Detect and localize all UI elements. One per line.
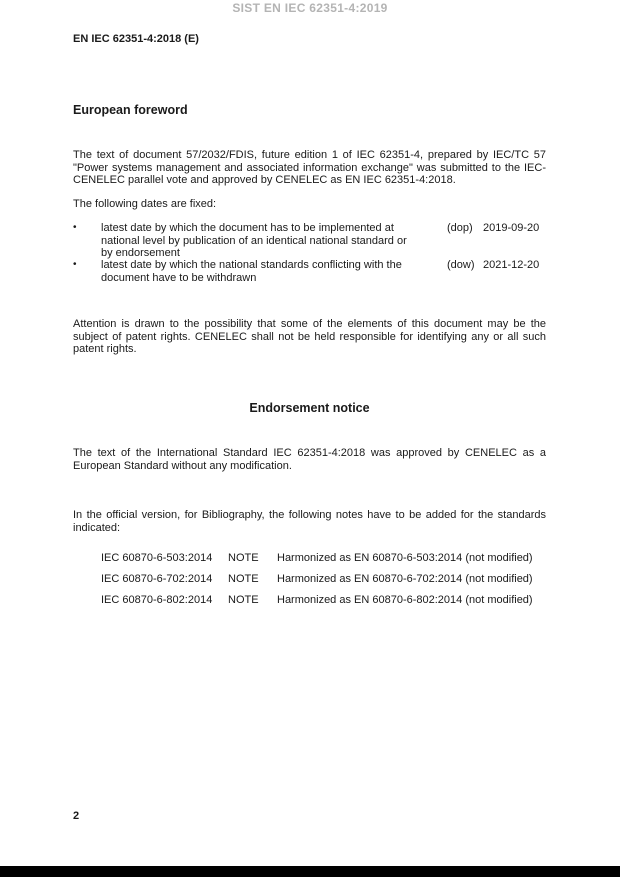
note-text: Harmonized as EN 60870-6-702:2014 (not modified)	[277, 573, 533, 585]
endorsement-title: Endorsement notice	[249, 401, 370, 415]
date-item-text: latest date by which the national standards conflicting with the document have to be withdrawn	[101, 259, 402, 284]
watermark-header: SIST EN IEC 62351-4:2019	[232, 1, 388, 15]
table-row	[101, 594, 546, 607]
date-item-abbr: (dop)	[447, 222, 473, 234]
foreword-paragraph: The text of document 57/2032/FDIS, future edition 1 of IEC 62351-4, prepared by IEC/TC 57 "Power systems management and associated information exchange" was submitted to the IEC-CENELEC parallel vote and approved by CENELEC as EN IEC 62351-4:2018.	[73, 149, 546, 187]
patent-notice-paragraph: Attention is drawn to the possibility that some of the elements of this document may be the subject of patent rights. CENELEC shall not be held responsible for identifying any or all such patent rights.	[73, 318, 546, 356]
note-text: Harmonized as EN 60870-6-802:2014 (not modified)	[277, 594, 533, 606]
date-item-date: 2019-09-20	[483, 222, 540, 234]
note-label: NOTE	[228, 552, 259, 564]
table-row	[101, 552, 546, 565]
scan-edge-bar	[0, 866, 620, 877]
page-number: 2	[73, 810, 80, 822]
date-item	[73, 259, 546, 284]
note-label: NOTE	[228, 573, 259, 585]
document-reference: EN IEC 62351-4:2018 (E)	[73, 33, 199, 45]
bullet-icon: •	[73, 222, 77, 233]
date-item	[73, 222, 546, 260]
bullet-icon: •	[73, 259, 77, 270]
table-row	[101, 573, 546, 586]
note-standard: IEC 60870-6-802:2014	[101, 594, 213, 606]
note-text: Harmonized as EN 60870-6-503:2014 (not modified)	[277, 552, 533, 564]
date-item-date: 2021-12-20	[483, 259, 540, 271]
harmonized-notes-table	[73, 552, 546, 615]
dates-intro: The following dates are fixed:	[73, 198, 217, 210]
date-item-abbr: (dow)	[447, 259, 475, 271]
note-standard: IEC 60870-6-503:2014	[101, 552, 213, 564]
bibliography-intro-paragraph: In the official version, for Bibliography, the following notes have to be added for the standards indicated:	[73, 509, 546, 534]
foreword-title: European foreword	[73, 103, 188, 117]
date-item-text: latest date by which the document has to be implemented at national level by publication of an identical national standard or by endorsement	[101, 222, 407, 260]
endorsement-paragraph: The text of the International Standard IEC 62351-4:2018 was approved by CENELEC as a European Standard without any modification.	[73, 447, 546, 472]
note-standard: IEC 60870-6-702:2014	[101, 573, 213, 585]
note-label: NOTE	[228, 594, 259, 606]
